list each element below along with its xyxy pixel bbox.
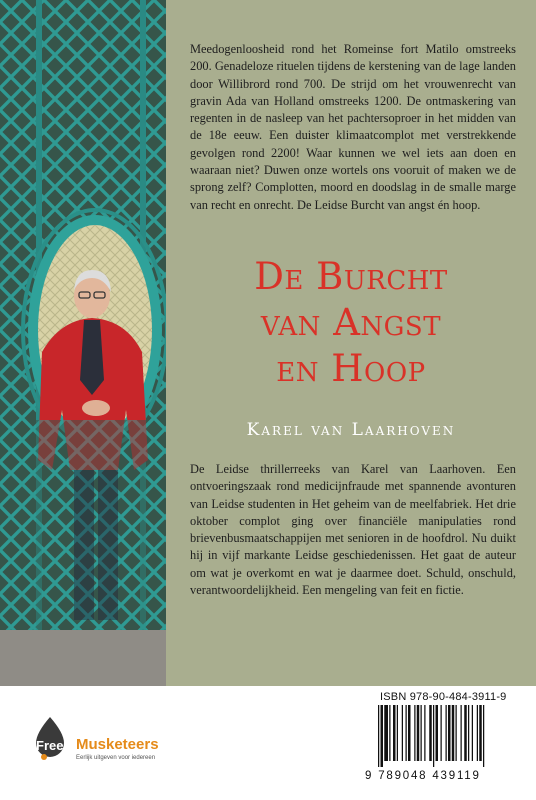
barcode-bar	[477, 705, 478, 761]
barcode-bar	[424, 705, 425, 761]
barcode-bar	[464, 705, 467, 761]
blurb-top: Meedogenloosheid rond het Romeinse fort Matilo omstreeks 200. Genadeloze rituelen tijdens de kerstening van de lage landen door Willibrord rond 700. De strijd om het vrouwenrecht van gravin Ada van Holland omstreeks 1200. De ontmaskering van regenten in de nasleep van het pachtersoproer in het midden van de 18e eeuw. Een duister klimaatcomplot met verstrekkende gevolgen rond 2200! Waar kunnen we wel iets aan doen en waaraan niet? Duwen onze wortels ons vooruit of maken we de sprong zelf? Complotten, moord en doodslag in de smalle marge van recht en onrecht. De Leidse Burcht van angst én hoop.	[190, 42, 516, 212]
barcode-bar	[429, 705, 432, 761]
barcode-bar	[408, 705, 411, 761]
barcode-bar	[483, 705, 484, 767]
barcode-bar	[417, 705, 420, 761]
barcode-bar	[446, 705, 447, 761]
title-line-3: en Hoop	[276, 347, 426, 390]
publisher-logo	[30, 715, 180, 765]
barcode-bar	[384, 705, 388, 761]
barcode-bar	[421, 705, 422, 761]
barcode-bar	[389, 705, 390, 761]
barcode-bar	[397, 705, 398, 761]
barcode-bar	[452, 705, 455, 761]
author-name: Karel van Laarhoven	[246, 420, 456, 440]
barcode-bar	[381, 705, 384, 767]
barcode-bar	[402, 705, 403, 761]
barcode-bar	[472, 705, 473, 761]
publisher-name-part1: Free	[36, 738, 64, 753]
barcode-bar	[393, 705, 396, 761]
barcode-bar	[436, 705, 439, 761]
barcode-bar	[433, 705, 434, 767]
book-title	[166, 254, 536, 392]
publisher-name-part2: Musketeers	[76, 736, 159, 753]
barcode-bar	[441, 705, 442, 761]
barcode-bar	[414, 705, 415, 761]
title-line-1: De Burcht	[254, 255, 448, 298]
barcode-bar	[468, 705, 469, 761]
barcode-bar	[448, 705, 451, 761]
blurb-bottom: De Leidse thrillerreeks van Karel van Laarhoven. Een ontvoeringszaak rond medicijnfraude met spannende avonturen van Leidse studenten in Het geheim van de meelfabriek. Het drie oktober complot ging over financiële manipulaties rond brievenbusmaatschappijen met senioren in de hoofdrol. Nu duikt hij in vijf markante Leidse geschiedenissen. Het gaat de auteur om wat je overkomt en wat je daarmee doet. Schuld, onschuld, verantwoordelijkheid. Een mengeling van feit en fictie.	[190, 462, 516, 598]
publisher-tagline: Eerlijk uitgeven voor iedereen	[76, 755, 156, 761]
barcode-bar	[378, 705, 379, 767]
isbn-label: ISBN 978-90-484-3911-9	[380, 691, 507, 703]
barcode-bar	[456, 705, 457, 761]
barcode-bar	[461, 705, 462, 761]
title-line-2: van Angst	[260, 301, 442, 344]
barcode-digits: 9 789048 439119	[365, 770, 481, 782]
barcode	[376, 705, 520, 767]
barcode-bar	[406, 705, 407, 761]
author-photo	[0, 0, 166, 686]
barcode-bar	[479, 705, 482, 761]
